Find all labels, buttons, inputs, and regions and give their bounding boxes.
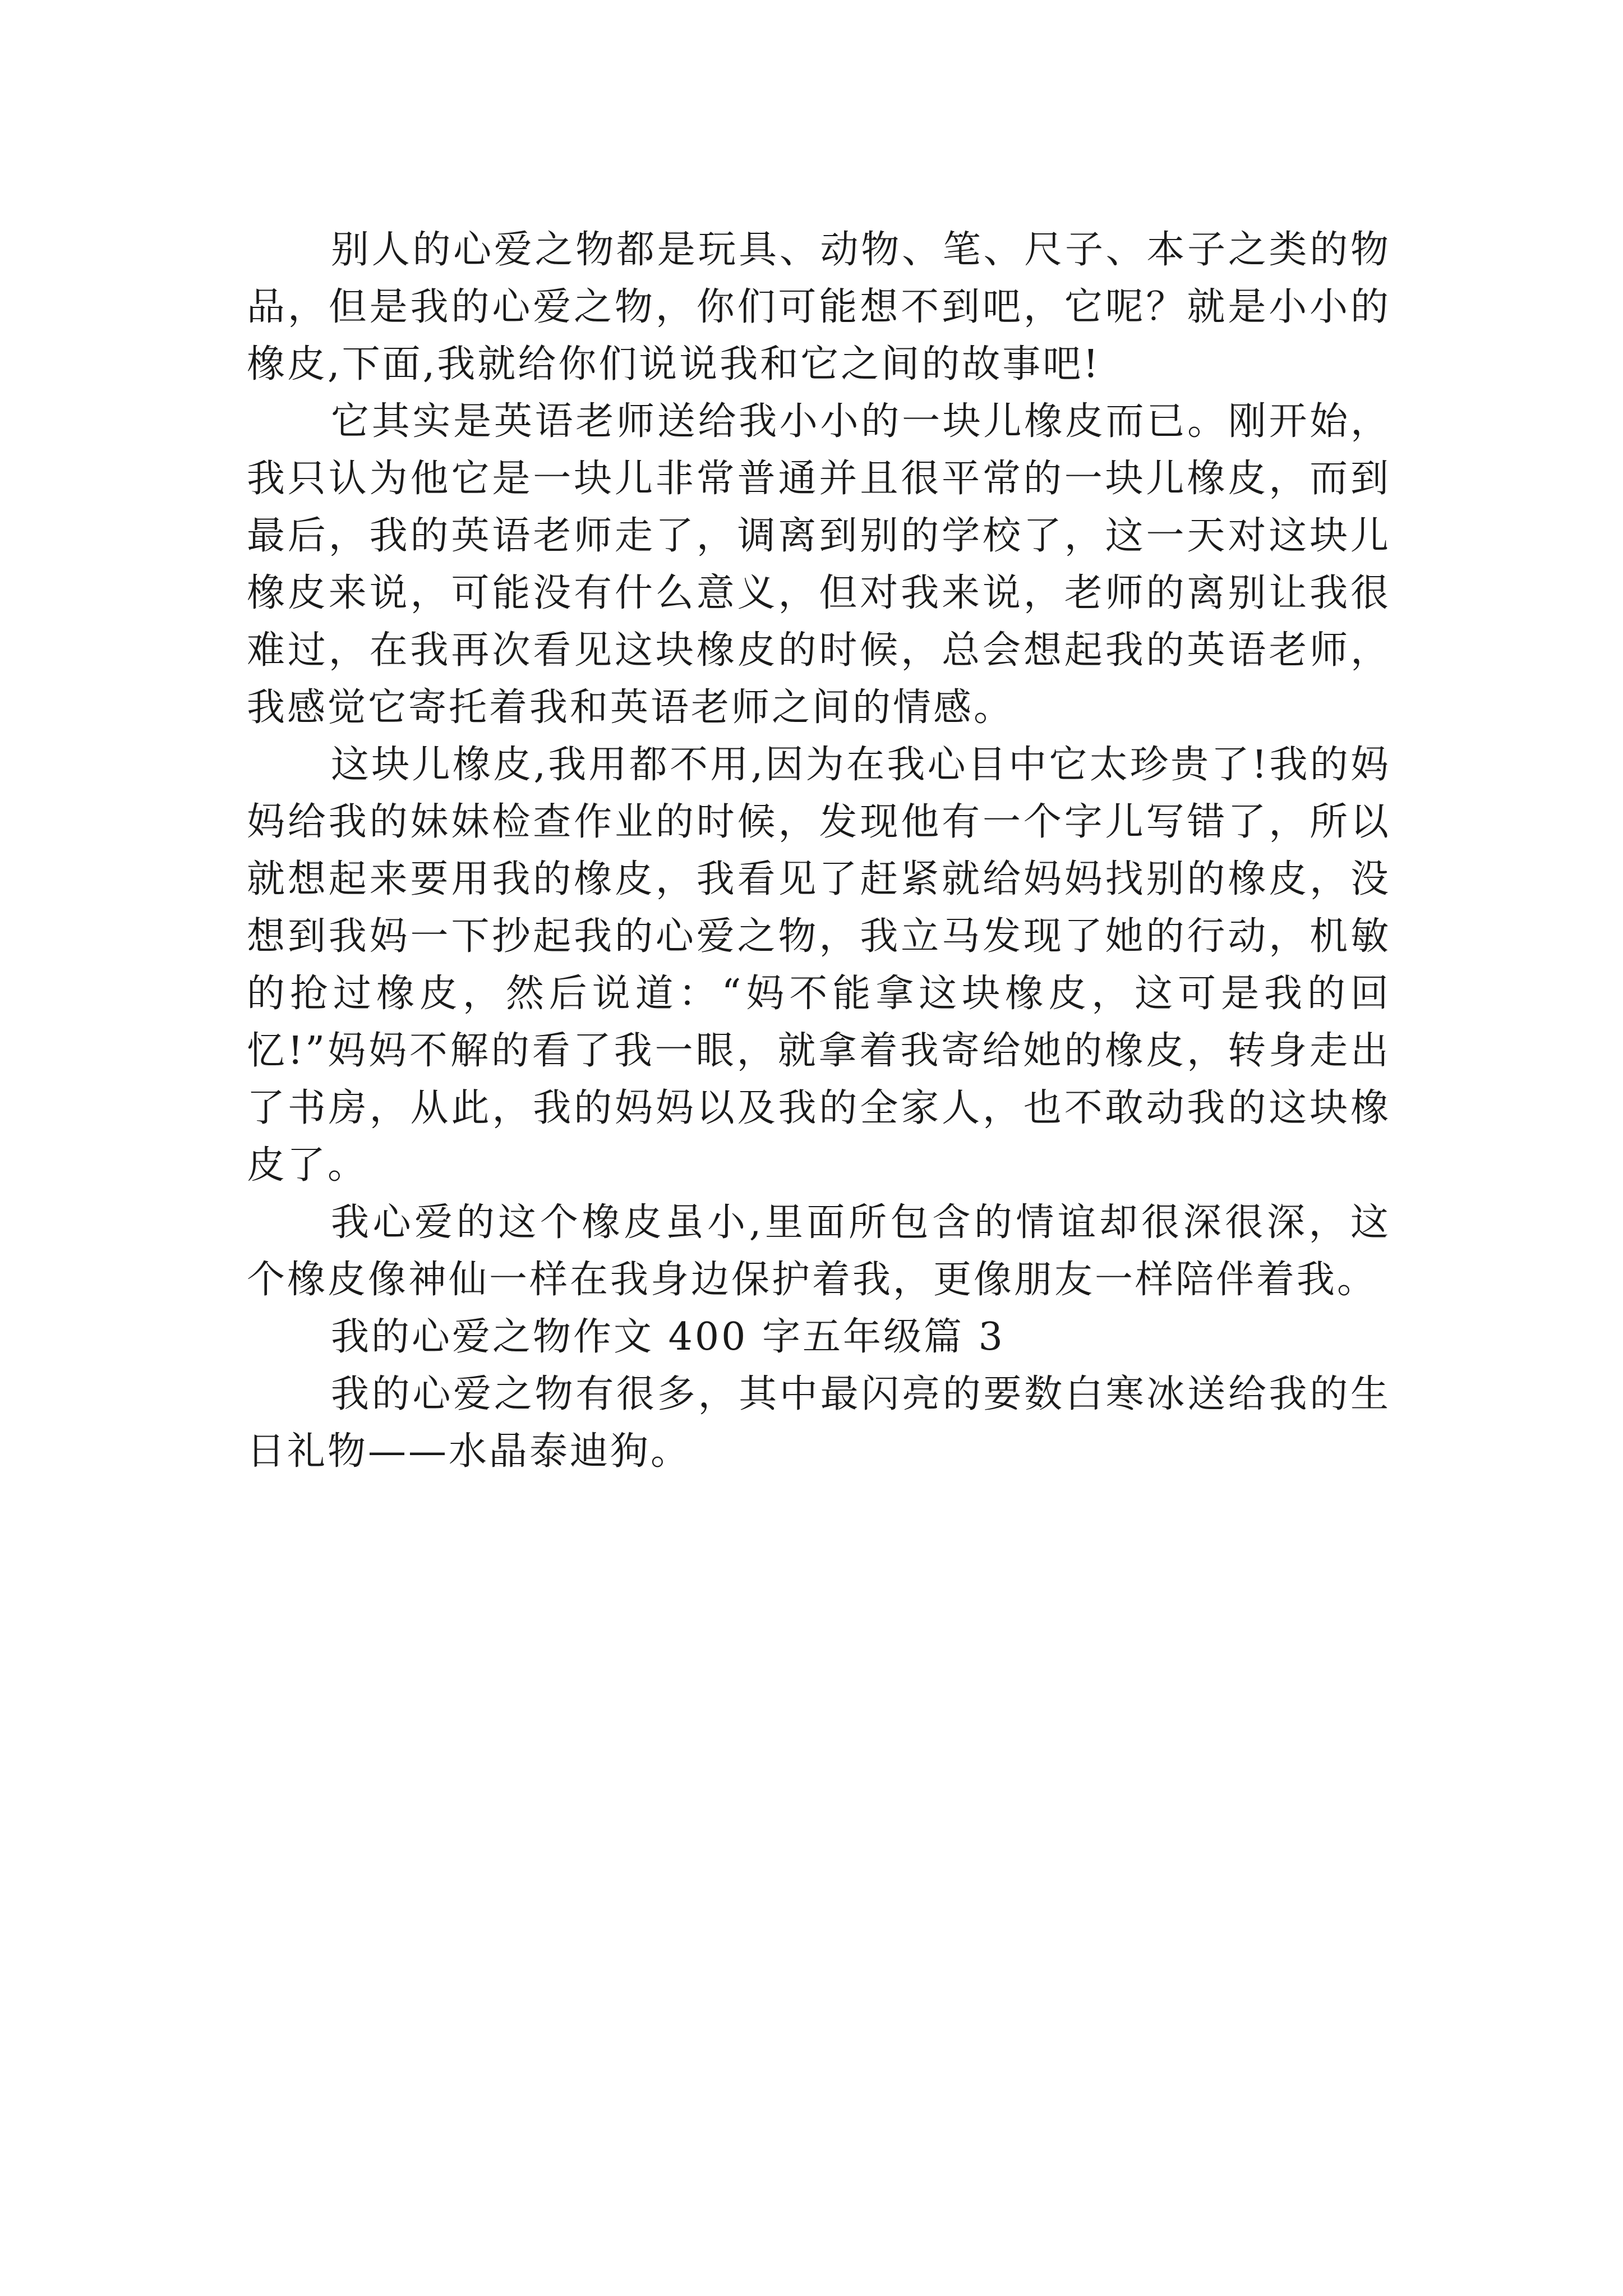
paragraph-2: 它其实是英语老师送给我小小的一块儿橡皮而已。刚开始，我只认为他它是一块儿非常普通并且很平常的一块儿橡皮，而到最后，我的英语老师走了，调离到别的学校了，这一天对这块儿橡皮来说，可能没有什么意义，但对我来说，老师的离别让我很难过，在我再次看见这块橡皮的时候，总会想起我的英语老师，我感觉它寄托着我和英语老师之间的情感。 bbox=[247, 399, 1391, 730]
paragraph-1: 别人的心爱之物都是玩具、动物、笔、尺子、本子之类的物品，但是我的心爱之物，你们可能想不到吧，它呢？就是小小的橡皮,下面,我就给你们说说我和它之间的故事吧! bbox=[247, 228, 1391, 386]
section-heading: 我的心爱之物作文 400 字五年级篇 3 bbox=[331, 1315, 1005, 1359]
paragraph-4: 我心爱的这个橡皮虽小,里面所包含的情谊却很深很深，这个橡皮像神仙一样在我身边保护着我，更像朋友一样陪伴着我。 bbox=[247, 1200, 1391, 1302]
paragraph-5: 我的心爱之物有很多，其中最闪亮的要数白寒冰送给我的生日礼物——水晶泰迪狗。 bbox=[247, 1372, 1391, 1474]
document-body bbox=[247, 222, 1391, 1480]
paragraph-3: 这块儿橡皮,我用都不用,因为在我心目中它太珍贵了!我的妈妈给我的妹妹检查作业的时候，发现他有一个字儿写错了，所以就想起来要用我的橡皮，我看见了赶紧就给妈妈找别的橡皮，没想到我妈一下抄起我的心爱之物，我立马发现了她的行动，机敏的抢过橡皮，然后说道：“妈不能拿这块橡皮，这可是我的回忆!”妈妈不解的看了我一眼，就拿着我寄给她的橡皮，转身走出了书房，从此，我的妈妈以及我的全家人，也不敢动我的这块橡皮了。 bbox=[247, 743, 1391, 1188]
